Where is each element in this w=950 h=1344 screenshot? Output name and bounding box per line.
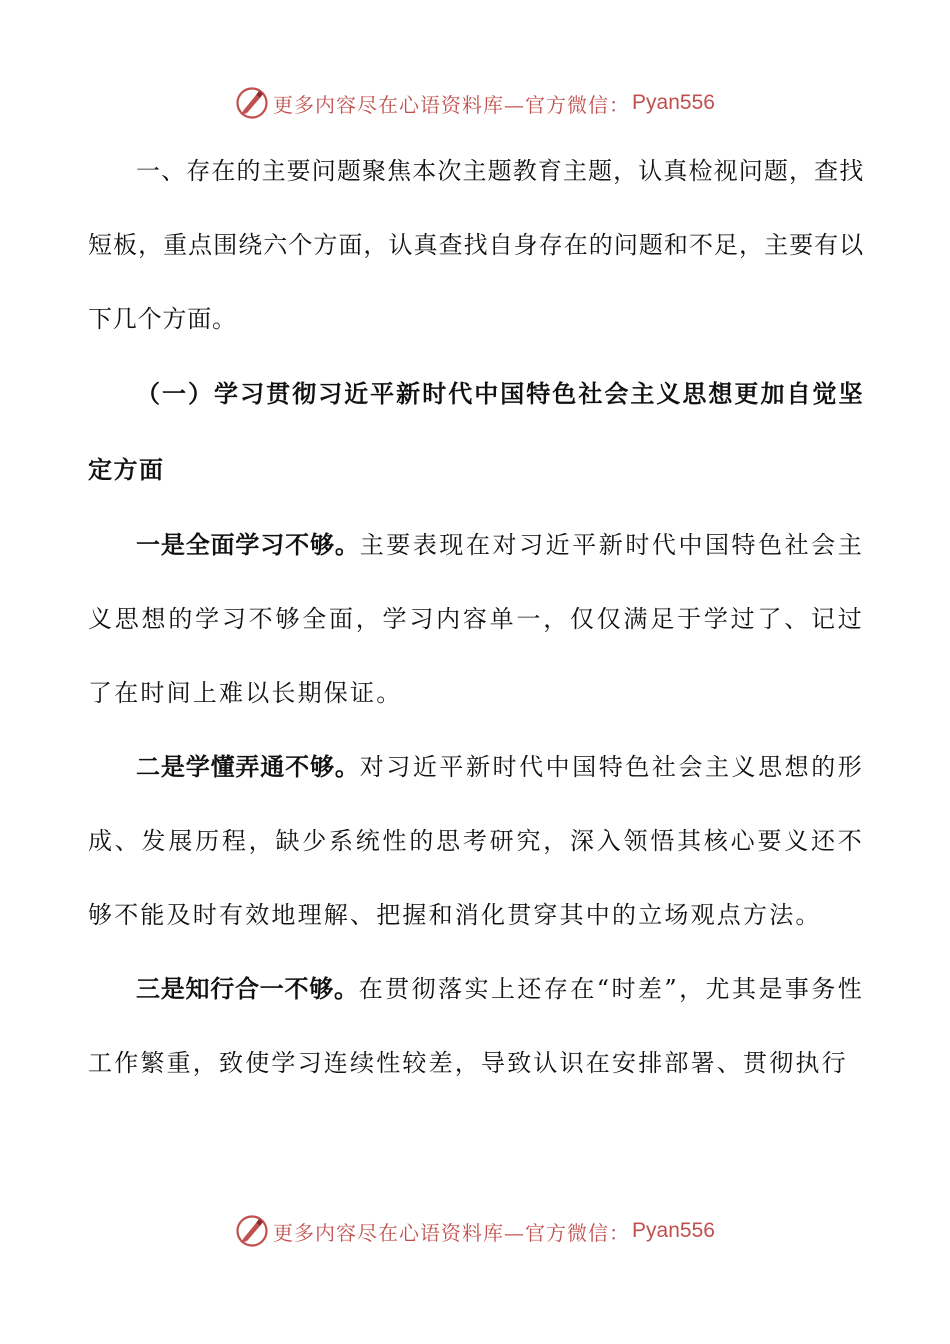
watermark-text: 更多内容尽在心语资料库—官方微信： [273, 1220, 631, 1245]
paragraph-text: 主要表现在对习近平新时代中国特色社会主义思想的学习不够全面，学习内容单一，仅仅满足于学过了、记过了在时间上难以长期保证。 [88, 531, 864, 707]
pen-seal-logo-icon [235, 86, 269, 120]
paragraph-item [88, 952, 864, 1100]
watermark-wechat-id: Pyan556 [632, 1219, 715, 1242]
section-heading: 一、存在的主要问题聚焦本次主题教育主题，认真检视问题，查找短板，重点围绕六个方面，认真查找自身存在的问题和不足，主要有以下几个方面。 [88, 157, 864, 333]
paragraph-lead: 一是全面学习不够。 [136, 531, 360, 559]
watermark-text: 更多内容尽在心语资料库—官方微信： [273, 92, 631, 117]
paragraph-text: 在贯彻落实上还存在“时差”，尤其是事务性工作繁重，致使学习连续性较差，导致认识在安排部署、贯彻执行 [88, 975, 864, 1077]
footer-watermark [0, 1211, 950, 1251]
paragraph-lead: 二是学懂弄通不够。 [136, 753, 360, 781]
header-watermark [0, 83, 950, 123]
paragraph-item [88, 730, 864, 952]
paragraph-text: 对习近平新时代中国特色社会主义思想的形成、发展历程，缺少系统性的思考研究，深入领悟其核心要义还不够不能及时有效地理解、把握和消化贯穿其中的立场观点方法。 [88, 753, 864, 929]
pen-seal-logo-icon [235, 1214, 269, 1248]
subsection-heading: （一）学习贯彻习近平新时代中国特色社会主义思想更加自觉坚定方面 [88, 380, 864, 484]
paragraph-item [88, 508, 864, 730]
document-body [88, 134, 864, 1100]
paragraph-lead: 三是知行合一不够。 [136, 975, 359, 1003]
watermark-wechat-id: Pyan556 [632, 91, 715, 114]
